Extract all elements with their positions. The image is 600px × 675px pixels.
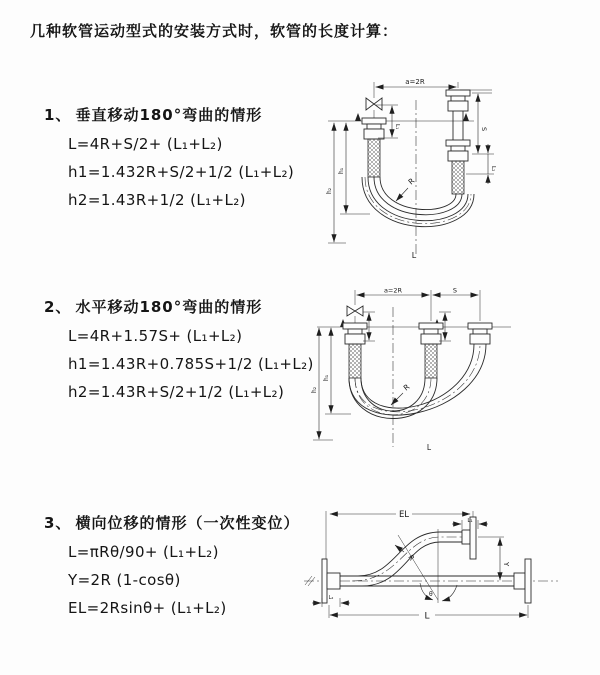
- braided-hose-left: [368, 139, 380, 177]
- dim-label: a=2R: [405, 78, 425, 86]
- flange-hub: [470, 334, 490, 344]
- valve-right-triangle: [374, 98, 382, 110]
- extension-line: [355, 290, 480, 321]
- dim-label: L₁: [467, 518, 473, 524]
- dim-label: Y: [502, 562, 510, 567]
- section-heading: 垂直移动180°弯曲的情形: [75, 106, 263, 124]
- dim-s: [433, 287, 479, 296]
- hose-arc: [380, 177, 456, 210]
- section-1-heading-line: [44, 104, 294, 125]
- radius-arrow: [396, 188, 408, 201]
- flange-plate: [446, 140, 470, 146]
- flange-hub: [421, 334, 441, 344]
- theta-label: θ: [429, 591, 433, 598]
- figure-lateral-displacement: [300, 505, 562, 641]
- dim-label: h₁: [338, 167, 345, 174]
- flange-hub: [462, 530, 470, 544]
- figure-vertical-180-bend: [312, 74, 590, 264]
- formula-h2: h2=1.43R+S/2+1/2 (L₁+L₂): [68, 383, 285, 401]
- radius-label: R: [406, 176, 417, 187]
- formula-h1: h1=1.432R+S/2+1/2 (L₁+L₂): [68, 163, 295, 181]
- flange-neck: [451, 96, 465, 101]
- right-flange: [514, 559, 531, 603]
- right-lower-flange: [446, 140, 470, 161]
- section-2-heading-line: [44, 296, 314, 317]
- flange-plate: [468, 323, 492, 329]
- formula-h2: h2=1.43R+1/2 (L₁+L₂): [68, 191, 246, 209]
- flange-hub: [514, 573, 525, 589]
- dim-label: L₁: [394, 124, 400, 130]
- dim-label: EL: [398, 510, 410, 520]
- flange-neck: [367, 124, 381, 129]
- flange-plate: [419, 323, 443, 329]
- right-flange: [468, 323, 492, 344]
- right-upper-flange: [446, 90, 470, 111]
- dim-el: [326, 510, 473, 559]
- formula-l: L=πRθ/90+ (L₁+L₂): [68, 543, 219, 561]
- flange-neck: [424, 329, 438, 334]
- braided-hose-middle: [425, 344, 437, 378]
- section-number: 3、: [44, 514, 72, 532]
- dim-label: h₁: [323, 374, 330, 381]
- flange-plate: [525, 559, 531, 603]
- figure-horizontal-180-bend: [303, 283, 595, 455]
- section-heading: 水平移动180°弯曲的情形: [75, 298, 263, 316]
- radius-arrow: [395, 545, 404, 552]
- u-bend-hoses: [349, 344, 486, 419]
- flange-hub: [364, 129, 384, 139]
- position-arrow: [463, 113, 469, 121]
- dim-label: L₂: [490, 166, 496, 172]
- section-number: 1、: [44, 106, 72, 124]
- dim-a2r: [355, 287, 480, 322]
- length-label: L: [426, 443, 432, 452]
- flange-plate: [343, 323, 367, 329]
- flange-plate: [362, 118, 386, 124]
- flange-hub: [327, 573, 340, 589]
- dim-h2: [311, 328, 333, 440]
- dim-label: L: [424, 611, 430, 622]
- flange-hub: [448, 101, 468, 111]
- radius-label: R: [406, 553, 416, 563]
- valve-icon: [366, 98, 382, 118]
- dim-label: h₂: [311, 386, 318, 393]
- dim-l2: [312, 595, 350, 607]
- section-3-heading-line: [44, 512, 299, 533]
- length-label: L: [411, 251, 417, 260]
- hose-arc-displaced: [349, 344, 486, 415]
- hose-arc-displaced: [361, 344, 474, 408]
- valve-right-triangle: [355, 306, 363, 316]
- flange-hub: [345, 334, 365, 344]
- flange-hub: [448, 151, 468, 161]
- radius-label: R: [401, 382, 412, 393]
- flange-neck: [451, 146, 465, 151]
- valve-left-triangle: [366, 98, 374, 110]
- dim-label: S: [480, 127, 488, 132]
- dim-l2: [488, 144, 496, 184]
- section-number: 2、: [44, 298, 72, 316]
- formula-y: Y=2R (1-cosθ): [68, 571, 181, 589]
- braided-hose-right: [452, 161, 464, 194]
- formula-l: L=4R+S/2+ (L₁+L₂): [68, 135, 223, 153]
- section-2: [44, 296, 314, 401]
- formula-el: EL=2Rsinθ+ (L₁+L₂): [68, 599, 227, 617]
- dim-a2r: [374, 78, 458, 98]
- hose-wall: [362, 542, 462, 586]
- valve-icon: [347, 306, 363, 323]
- dim-label: L₂: [328, 595, 334, 601]
- dim-label: S: [452, 286, 458, 295]
- dim-label: h₂: [326, 187, 333, 194]
- section-3: [44, 512, 299, 617]
- dim-l: [329, 605, 528, 622]
- formula-h1: h1=1.43R+0.785S+1/2 (L₁+L₂): [68, 355, 314, 373]
- position-arrow: [355, 113, 361, 121]
- section-1: [44, 104, 294, 209]
- flange-plate: [322, 559, 327, 603]
- flange-plate: [446, 90, 470, 96]
- hose-wall: [358, 532, 462, 576]
- valve-left-triangle: [347, 306, 355, 316]
- flange-neck: [473, 329, 487, 334]
- section-heading: 横向位移的情形（一次性变位）: [75, 514, 300, 532]
- dim-y: [478, 537, 510, 580]
- page-title: 几种软管运动型式的安装方式时，软管的长度计算：: [30, 22, 399, 40]
- braided-hose-left: [349, 344, 361, 378]
- right-pipe: [453, 111, 463, 140]
- dim-h2: [326, 123, 346, 243]
- theta-arc-arrow: [442, 585, 457, 601]
- formula-l: L=4R+1.57S+ (L₁+L₂): [68, 327, 243, 345]
- flange-neck: [348, 329, 362, 334]
- dim-label: a=2R: [383, 286, 403, 295]
- left-flange: [362, 118, 386, 139]
